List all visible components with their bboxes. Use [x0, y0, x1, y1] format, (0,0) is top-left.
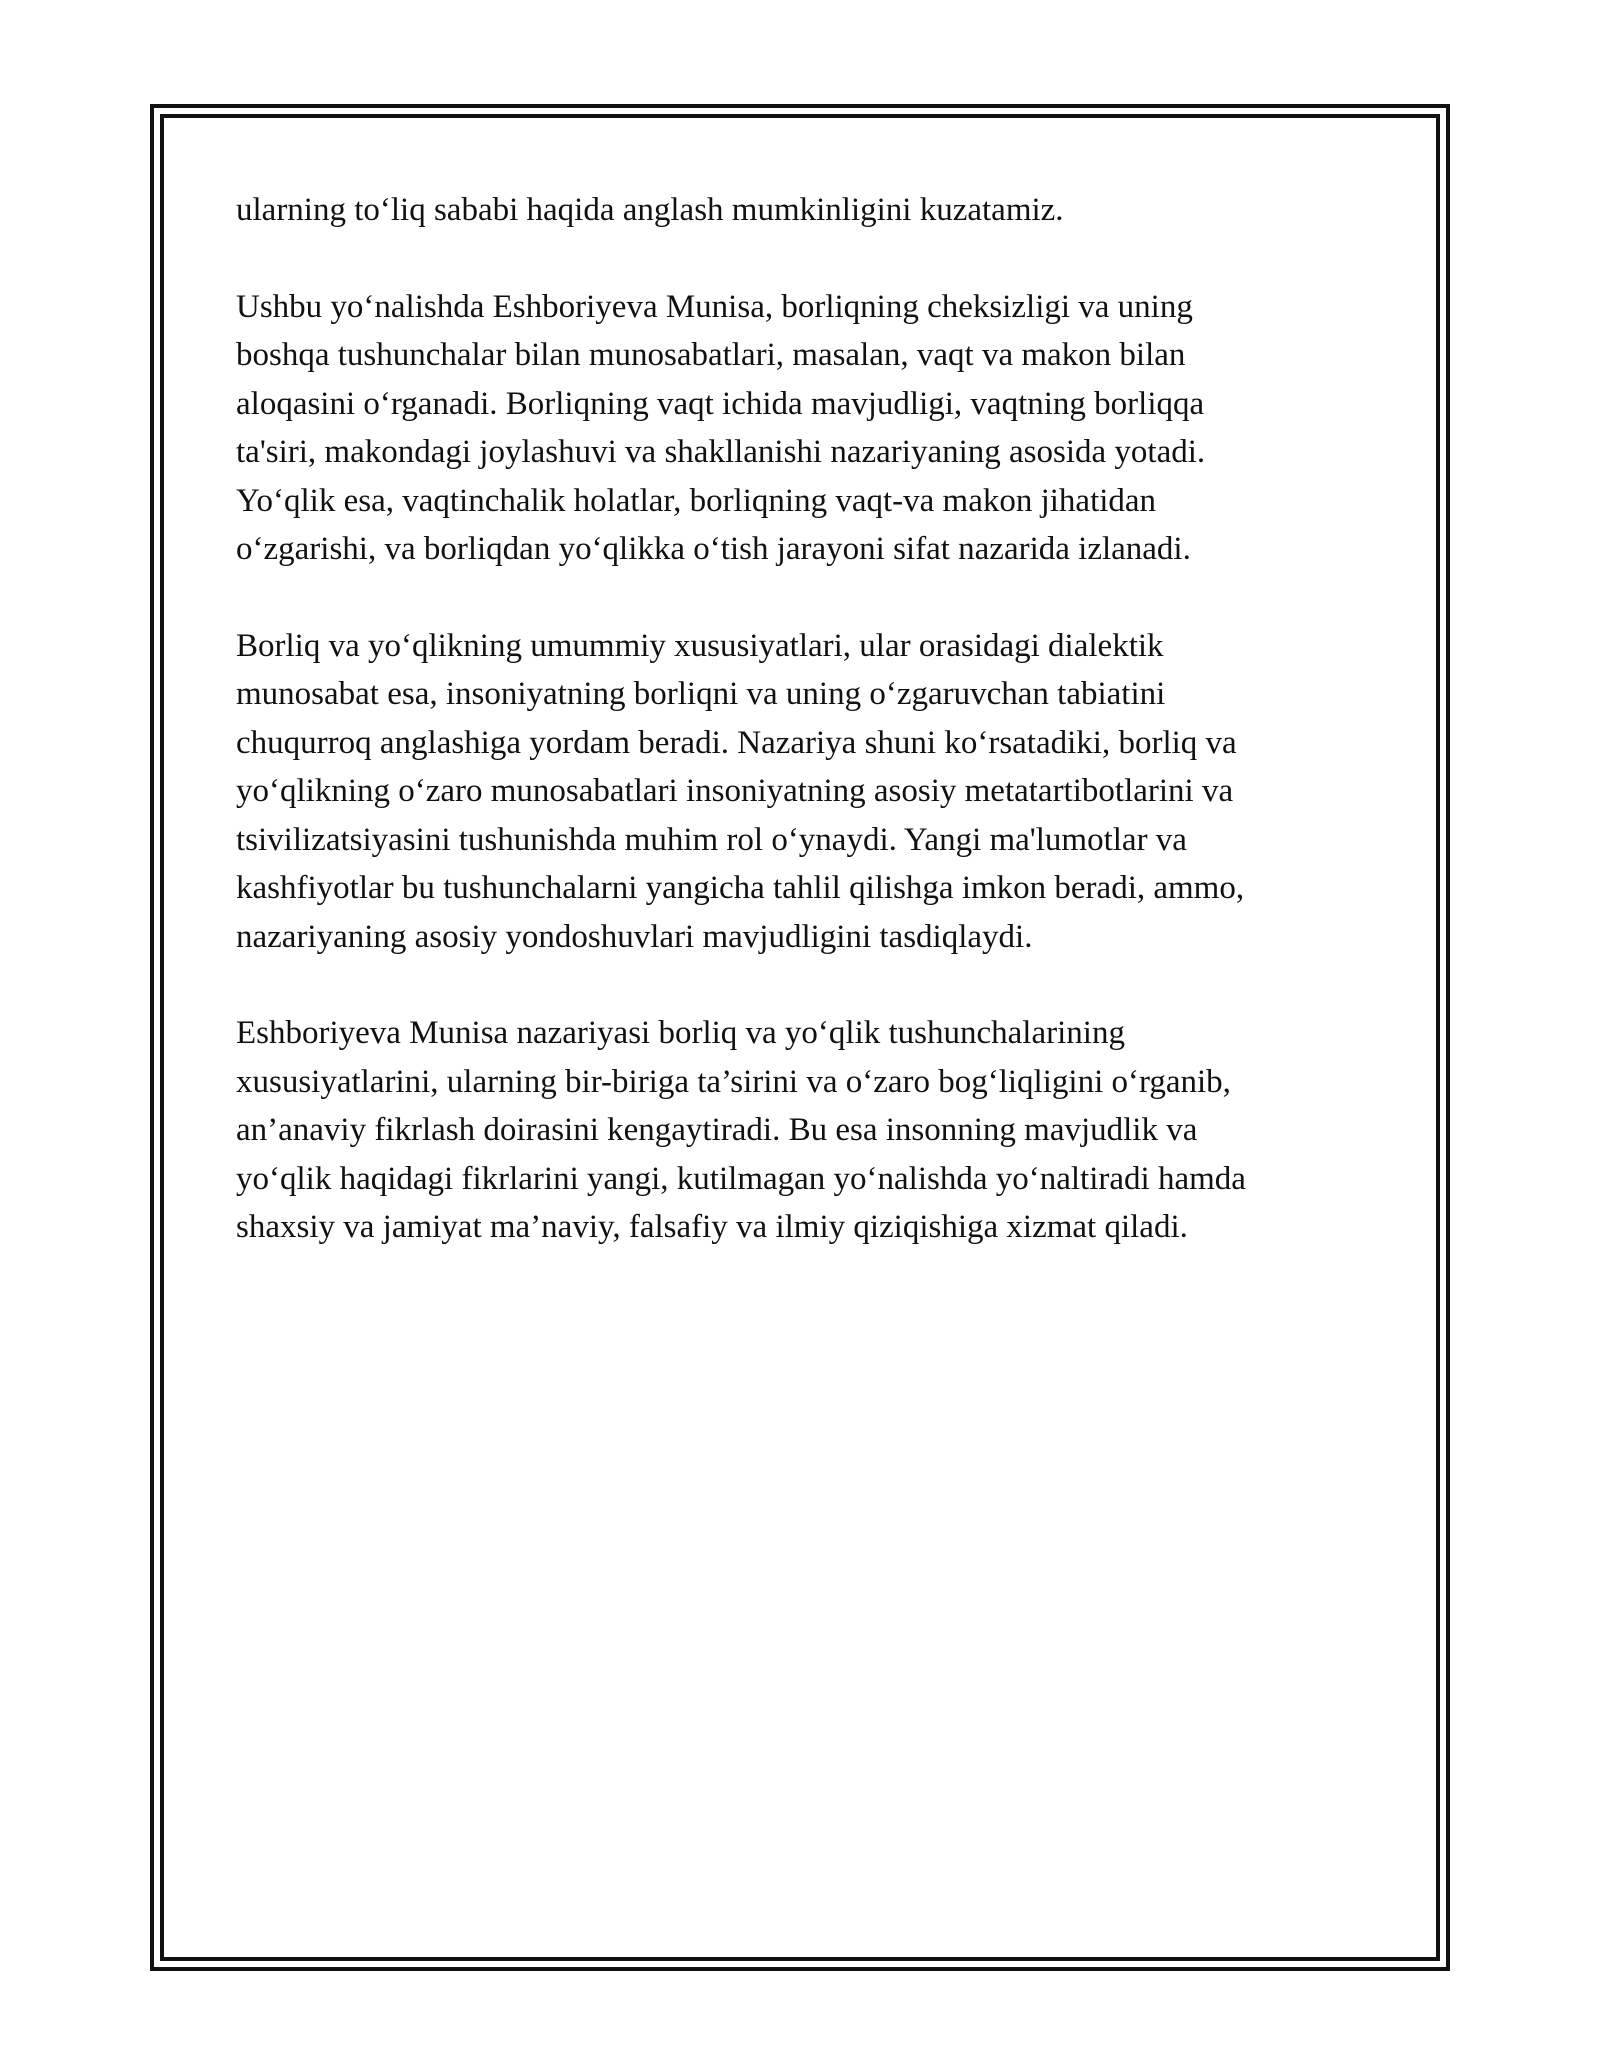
- text-line: yo‘qlik haqidagi fikrlarini yangi, kutilmagan yo‘nalishda yo‘naltiradi hamda: [236, 1160, 1246, 1197]
- text-line: o‘zgarishi, va borliqdan yo‘qlikka o‘tish jarayoni sifat nazarida izlanadi.: [236, 531, 1191, 567]
- text-line: Yo‘qlik esa, vaqtinchalik holatlar, borliqning vaqt-va makon jihatidan: [236, 482, 1157, 519]
- paragraph-2: [236, 283, 1376, 574]
- text-line: Eshboriyeva Munisa nazariyasi borliq va yo‘qlik tushunchalarining: [236, 1015, 1125, 1051]
- text-line: chuqurroq anglashiga yordam beradi. Nazariya shuni ko‘rsatadiki, borliq va: [236, 724, 1237, 761]
- paragraph-3: [236, 622, 1376, 962]
- text-line: Borliq va yo‘qlikning umummiy xususiyatlari, ular orasidagi dialektik: [236, 627, 1164, 664]
- text-line: Ushbu yo‘nalishda Eshboriyeva Munisa, borliqning cheksizligi va uning: [236, 288, 1193, 325]
- text-line: tsivilizatsiyasini tushunishda muhim rol o‘ynaydi. Yangi ma'lumotlar va: [236, 821, 1187, 858]
- text-line: xususiyatlarini, ularning bir-biriga ta’sirini va o‘zaro bog‘liqligini o‘rganib,: [236, 1063, 1231, 1100]
- text-line: nazariyaning asosiy yondoshuvlari mavjudligini tasdiqlaydi.: [236, 918, 1033, 955]
- text-line: an’anaviy fikrlash doirasini kengaytiradi. Bu esa insonning mavjudlik va: [236, 1112, 1198, 1148]
- document-body: [236, 186, 1376, 1300]
- text-line: shaxsiy va jamiyat ma’naviy, falsafiy va ilmiy qiziqishiga xizmat qiladi.: [236, 1209, 1188, 1245]
- text-line: ularning to‘liq sababi haqida anglash mumkinligini kuzatamiz.: [236, 192, 1064, 228]
- text-line: munosabat esa, insoniyatning borliqni va uning o‘zgaruvchan tabiatini: [236, 676, 1166, 712]
- text-line: yo‘qlikning o‘zaro munosabatlari insoniyatning asosiy metatartibotlarini va: [236, 773, 1234, 809]
- text-line: kashfiyotlar bu tushunchalarni yangicha tahlil qilishga imkon beradi, ammo,: [236, 870, 1245, 906]
- paragraph-1: [236, 186, 1376, 235]
- text-line: aloqasini o‘rganadi. Borliqning vaqt ichida mavjudligi, vaqtning borliqqa: [236, 385, 1205, 422]
- paragraph-4: [236, 1009, 1376, 1252]
- text-line: boshqa tushunchalar bilan munosabatlari, masalan, vaqt va makon bilan: [236, 337, 1186, 373]
- text-line: ta'siri, makondagi joylashuvi va shakllanishi nazariyaning asosida yotadi.: [236, 434, 1206, 470]
